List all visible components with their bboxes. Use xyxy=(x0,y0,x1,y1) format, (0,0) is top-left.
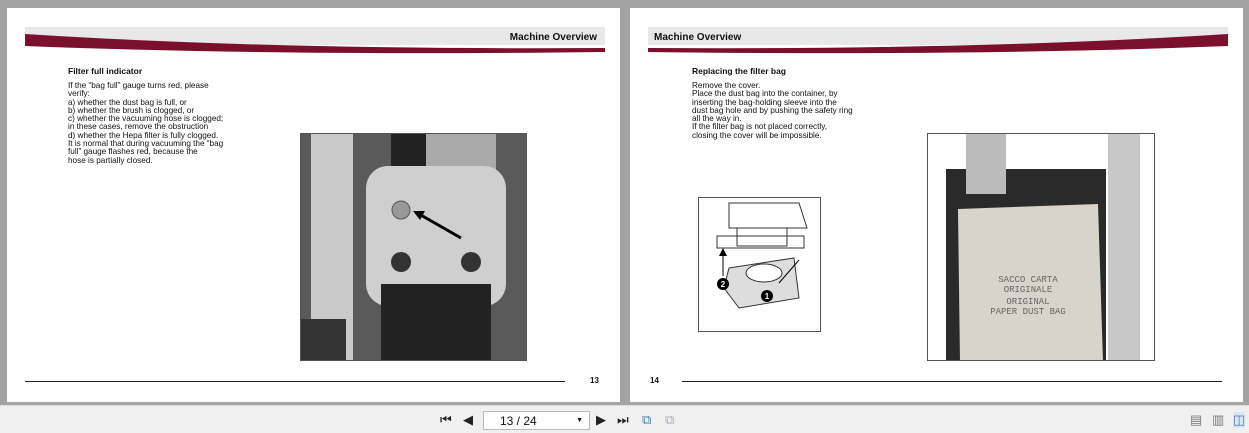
section-title: Filter full indicator xyxy=(68,66,143,76)
two-page-view-icon[interactable]: ◫ xyxy=(1233,412,1246,427)
step-2-label: 2 xyxy=(720,280,726,289)
single-page-view-icon[interactable]: ▤ xyxy=(1190,412,1203,427)
page-indicator: 13 / 24 xyxy=(500,414,537,428)
continuous-view-icon[interactable]: ▥ xyxy=(1212,412,1225,427)
header-band xyxy=(25,26,605,58)
header-band xyxy=(648,26,1228,58)
go-forward-view-icon[interactable]: ⧉ xyxy=(665,412,675,427)
section-title: Replacing the filter bag xyxy=(692,66,786,76)
page-selector[interactable] xyxy=(483,411,590,430)
bag-label: SACCO CARTA xyxy=(998,275,1058,285)
header-title: Machine Overview xyxy=(654,32,742,43)
bag-insertion-diagram xyxy=(698,197,821,332)
bag-label: ORIGINAL xyxy=(1006,297,1050,307)
last-page-icon[interactable]: ⏭ xyxy=(617,412,629,427)
page-13 xyxy=(7,8,620,402)
bag-label: ORIGINALE xyxy=(1003,285,1053,295)
step-1-label: 1 xyxy=(764,292,770,301)
filter-bag-photo xyxy=(927,133,1155,361)
next-page-icon[interactable]: ▶ xyxy=(596,412,606,427)
body-text: Remove the cover. Place the dust bag into the container, by inserting the bag-holding sleeve into the dust bag hole and by pushing the safety ring all the way in. If the filter bag is not placed correctly, closing the cover will be impossible. xyxy=(692,81,853,140)
page-number: 13 xyxy=(590,376,599,385)
footer-rule xyxy=(25,381,565,382)
bag-label: PAPER DUST BAG xyxy=(990,307,1066,317)
go-back-view-icon[interactable]: ⧉ xyxy=(642,412,652,427)
body-text: If the “bag full” gauge turns red, please verify: a) whether the dust bag is full, or b) whether the brush is clogged, or c) whether the vacuuming hose is clogged; in these cases, remove the obstruction d) whether the Hepa filter is fully clogged. It is normal that during vacuuming the “bag full” gauge flashes red, because the hose is partially closed. xyxy=(68,81,224,165)
previous-page-icon[interactable]: ◀ xyxy=(463,412,473,427)
header-title: Machine Overview xyxy=(509,32,597,43)
page-number: 14 xyxy=(650,376,659,385)
footer-rule xyxy=(682,381,1222,382)
first-page-icon[interactable]: ⏮ xyxy=(440,412,452,427)
viewer-toolbar xyxy=(0,405,1249,433)
vacuum-indicator-photo xyxy=(300,133,527,361)
page-14 xyxy=(630,8,1243,402)
chevron-down-icon: ▼ xyxy=(576,417,583,424)
